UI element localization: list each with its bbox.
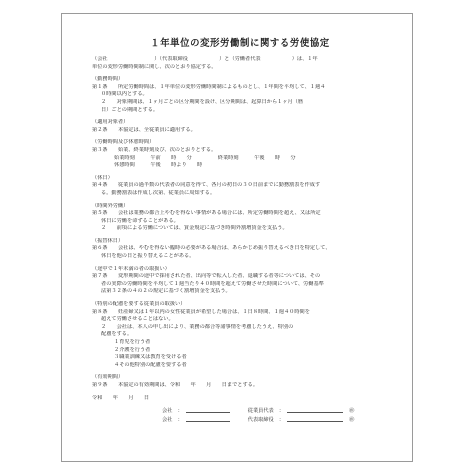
article-line: 第５条 会社は業務の都合上やむを得ない事情がある場合には、所定労働時間を超え、又は所定 [92,210,321,217]
company-label: 会社 [162,417,173,424]
intro-line: 単位の変形労働時間制に関し、次のとおり協定する。 [92,63,217,70]
separator: ： [273,408,285,415]
document-page [61,13,413,462]
article-line: 第６条 会社は、やむを得ない臨時の必要がある場合は、あらかじめ振り替えるべき日を特定して、 [92,245,331,252]
seal-icon: ㊞ [349,408,355,415]
article-line: ２ 対象期間は、１ヶ月ごとの区分期間を設け、区分期間は、起算日から１ヶ月（暦 [101,98,304,105]
article-line: る。勤務割表は作成し次第、従業員に周知する。 [101,189,216,196]
article-line: 法第３２条の４の２の規定に基づく割増賃金を支払う。 [101,288,231,295]
article-line: 始業時刻 午前 時 分 終業時刻 午後 時 分 [114,154,296,161]
signature-block [92,407,388,425]
section-heading: （振替休日） [92,237,124,244]
representative-label: 従業員代表 [247,408,274,415]
intro [92,56,388,71]
representative-label: 代表取締役 [247,417,274,424]
article-line: ２ 会社は、本人の申し出により、業務の都合等諸事情を考慮したうえ、特別の [101,323,294,330]
intro-line: （会社 ）（代表取締役 ）と（労働者代表 ）は、１年 [92,56,318,62]
article-line: 日）ごとの期間とする。 [101,106,159,113]
article-line: 第２条 本協定は、全従業員に適用する。 [92,126,196,133]
separator: ： [172,408,183,415]
separator: ： [273,417,285,424]
section-heading: （特別の配慮を要する従業員の取扱い） [92,301,186,308]
article-line: １育児を行う者 [114,339,151,345]
article-line: 配慮をする。 [101,331,133,338]
signature-row [162,407,388,416]
section-heading: （途中で１年未満の者の取扱い） [92,265,170,272]
document-title: １年単位の変形労働制に関する労使協定 [150,38,330,49]
article-line: 休日を他の日と振り替えることがある。 [101,253,195,260]
company-name-blank[interactable] [186,407,230,413]
section-heading: （休日） [92,174,113,181]
article-line: ３職業訓練又は教育を受ける者 [114,354,187,361]
article-line: ２ 前項による労働については、賃金規定に基づき時間外割増賃金を支払う。 [101,225,288,232]
separator: ： [172,417,183,424]
company-label: 会社 [162,408,173,415]
section-heading: （勤務時間） [92,76,124,83]
article-line: 第８条 妊産婦又は１年以内の女性従業員が希望した場合は、１日８時間、１週４０時間を [92,308,310,315]
article-line: ０時間以内とする。 [101,91,148,98]
representative-name-blank[interactable] [287,407,343,413]
sections [92,71,388,389]
seal-icon: ㊞ [349,417,355,424]
article-line: 第４条 従業員の過半数の代表者の同意を得て、各月の初日の３０日前までに勤務割表を作成す [92,182,321,189]
date-line: 令和 年 月 日 [92,394,150,401]
article-line: 休日に労働を命ずることがある。 [101,217,179,224]
article-line: 第１条 所定労働時間は、１年単位の変形労働時間制によるものとし、１年間を平均して、１週４ [92,83,326,90]
article-line: ２介護を行う者 [114,346,151,353]
signature-row [162,416,388,425]
section-heading: （有効期間） [92,374,124,381]
section-heading: （労働時間及び休憩時間） [92,139,155,146]
article-line: 者の実際の労働時間を平均して１週当たり４０時間を超えて労働させた時間について、労働基準 [101,280,324,287]
document-body [92,35,388,425]
article-line: 休憩時間 午後 時より 時 [114,162,203,169]
article-line: ４その他特別の配慮を要する者 [114,361,187,368]
article-line: 第７条 変形期間の途中で採用された者、出向等で転入した者、退職する者等については、その [92,273,321,280]
article-line: 第３条 始業、終業時刻及び、次のとおりとする。 [92,146,217,153]
representative-name-blank[interactable] [287,416,343,422]
article-line: 第９条 本協定の有効期間は、令和 年 月 日までとする。 [92,381,259,388]
section-heading: （時間外労働） [92,202,129,209]
company-name-blank[interactable] [186,416,230,422]
article-line: 超えて労働させることはない。 [101,316,174,323]
section-heading: （適用対象者） [92,119,129,126]
